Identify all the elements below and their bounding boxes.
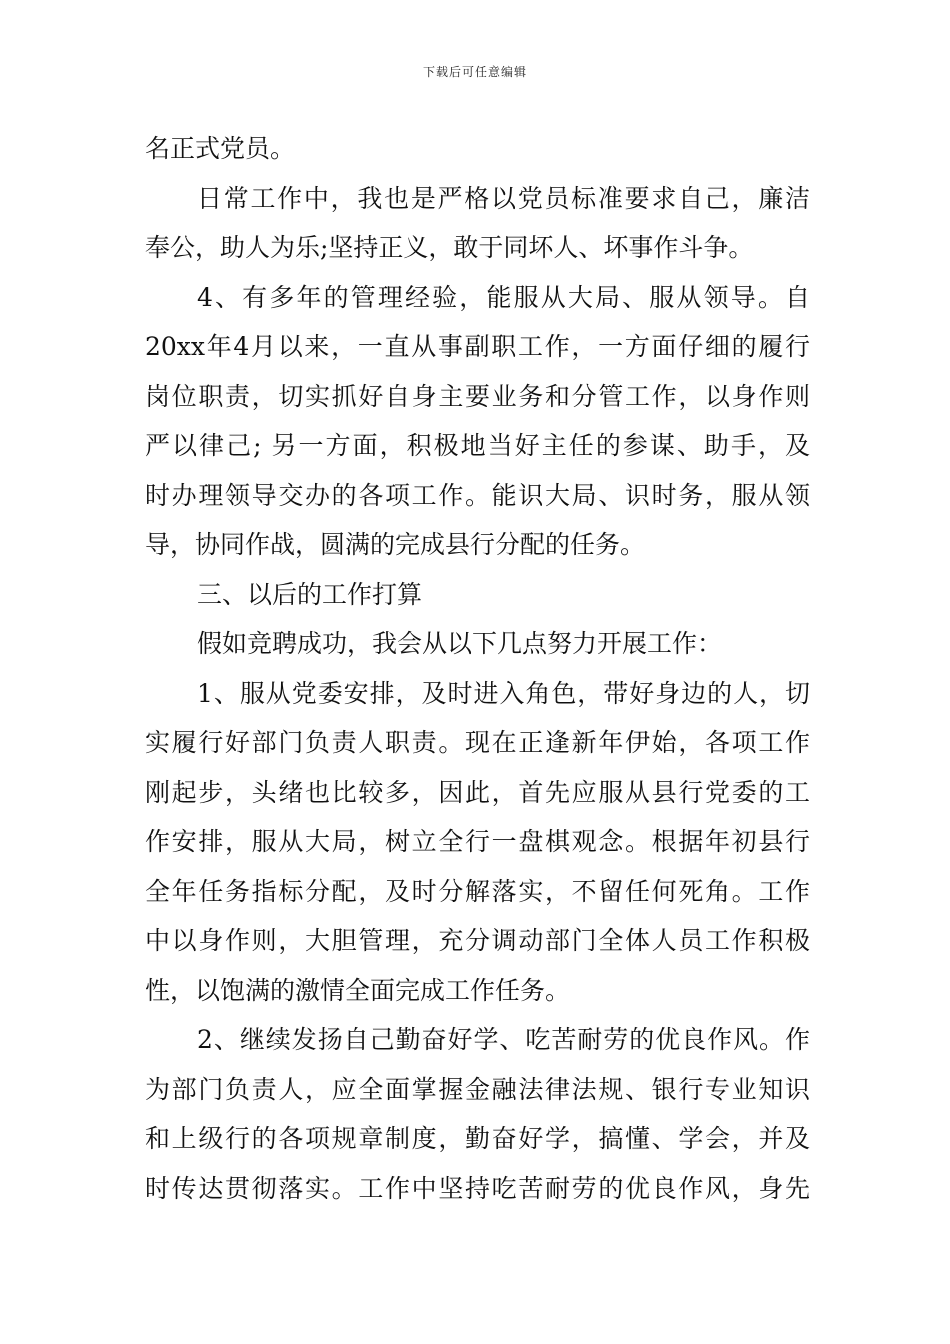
paragraph-line: 4、有多年的管理经验，能服从大局、服从领导。自 — [197, 282, 810, 312]
document-body — [145, 124, 810, 1213]
paragraph-line: 为部门负责人，应全面掌握金融法律法规、银行专业知识 — [145, 1074, 810, 1104]
paragraph-line: 岗位职责，切实抓好自身主要业务和分管工作，以身作则 — [145, 381, 810, 411]
paragraph-line: 全年任务指标分配，及时分解落实，不留任何死角。工作 — [145, 876, 810, 906]
paragraph-line: 时办理领导交办的各项工作。能识大局、识时务，服从领 — [145, 480, 810, 510]
paragraph-line: 日常工作中，我也是严格以党员标准要求自己，廉洁 — [197, 183, 810, 213]
paragraph-line: 奉公，助人为乐;坚持正义，敢于同坏人、坏事作斗争。 — [145, 233, 754, 262]
paragraph-line: 名正式党员。 — [145, 134, 296, 163]
paragraph-line: 中以身作则，大胆管理，充分调动部门全体人员工作积极 — [145, 926, 810, 955]
paragraph-line: 假如竞聘成功，我会从以下几点努力开展工作： — [197, 629, 723, 658]
paragraph-line: 刚起步，头绪也比较多，因此，首先应服从县行党委的工 — [145, 777, 810, 807]
paragraph-line: 1、服从党委安排，及时进入角色，带好身边的人，切 — [197, 678, 810, 708]
paragraph-line: 时传达贯彻落实。工作中坚持吃苦耐劳的优良作风，身先 — [145, 1173, 810, 1203]
paragraph-line: 严以律己; 另一方面，积极地当好主任的参谋、助手，及 — [145, 431, 810, 460]
paragraph-line: 性，以饱满的激情全面完成工作任务。 — [145, 975, 571, 1005]
paragraph-line: 和上级行的各项规章制度，勤奋好学，搞懂、学会，并及 — [145, 1124, 810, 1153]
page-header: 下载后可任意编辑 — [422, 65, 527, 79]
paragraph-line: 作安排，服从大局，树立全行一盘棋观念。根据年初县行 — [145, 827, 810, 856]
section-heading: 三、以后的工作打算 — [197, 579, 423, 609]
paragraph-line: 实履行好部门负责人职责。现在正逢新年伊始，各项工作 — [145, 728, 810, 757]
paragraph-line: 20xx年4月以来，一直从事副职工作，一方面仔细的履行 — [145, 332, 810, 361]
paragraph-line: 2、继续发扬自己勤奋好学、吃苦耐劳的优良作风。作 — [197, 1025, 810, 1054]
paragraph-line: 导，协同作战，圆满的完成县行分配的任务。 — [145, 530, 646, 559]
